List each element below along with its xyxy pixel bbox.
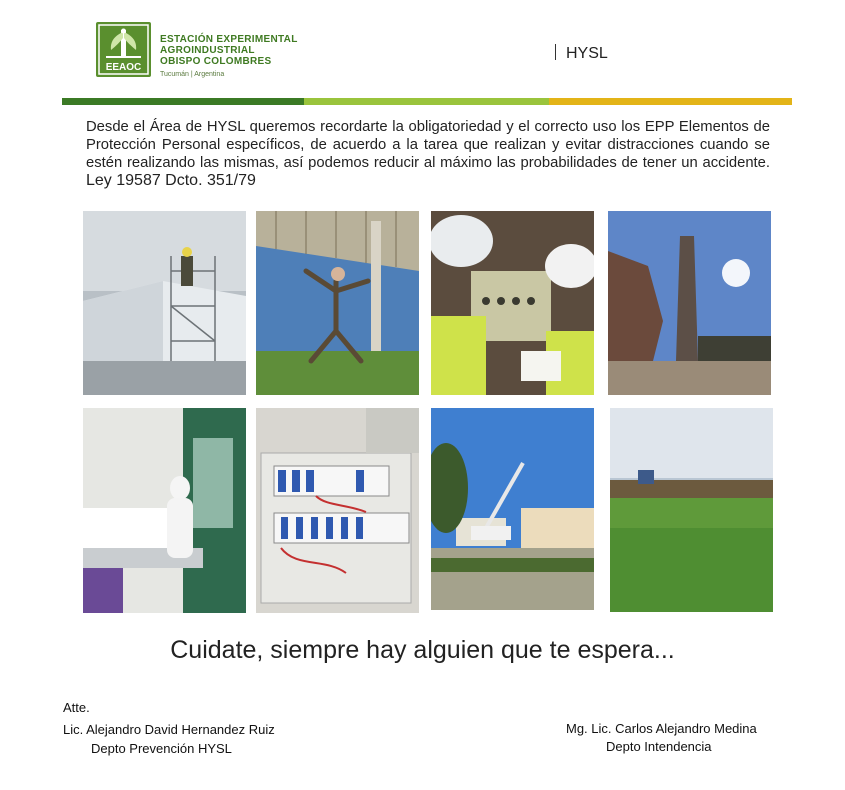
org-line-1: ESTACIÓN EXPERIMENTAL xyxy=(160,34,298,45)
photo-laboratory xyxy=(83,408,246,613)
signature-left-name: Lic. Alejandro David Hernandez Ruiz xyxy=(63,722,275,737)
safety-message-text: Desde el Área de HYSL queremos recordarte la obligatoriedad y el correcto uso los EPP Elementos de Protección Personal específicos, de acuerdo a la tarea que realizan y evitar distracciones cuando se estén realizando las mismas, así podemos reducir al máximo las probabilidades de tener un accidente. xyxy=(86,119,770,171)
logo-emblem-icon xyxy=(96,22,151,77)
law-reference: Ley 19587 Dcto. 351/79 xyxy=(86,172,256,189)
org-line-2: AGROINDUSTRIAL xyxy=(160,45,255,56)
color-bar-yellow xyxy=(549,98,792,105)
slogan: Cuidate, siempre hay alguien que te espera... xyxy=(170,636,675,664)
signature-right-name: Mg. Lic. Carlos Alejandro Medina xyxy=(566,721,757,736)
org-line-3: OBISPO COLOMBRES xyxy=(160,56,272,67)
signature-right-dept: Depto Intendencia xyxy=(606,739,712,754)
photo-crane-building xyxy=(431,408,594,610)
department-tag: HYSL xyxy=(566,45,608,62)
safety-message xyxy=(86,118,770,190)
photo-chimney-demolition xyxy=(608,211,771,395)
org-location: Tucumán | Argentina xyxy=(160,71,225,78)
signature-left-dept: Depto Prevención HYSL xyxy=(91,741,232,756)
color-bar-green-light xyxy=(304,98,549,105)
photo-electrical-panel xyxy=(256,408,419,613)
logo-lettering: EEAOC xyxy=(105,62,142,73)
photo-scaffold-greenhouse xyxy=(83,211,246,395)
photo-worker-roof xyxy=(256,211,419,395)
header-divider xyxy=(555,44,556,60)
photo-workers-equipment xyxy=(431,211,594,395)
color-bar-green-dark xyxy=(62,98,304,105)
photo-field-tractor xyxy=(610,408,773,612)
eeaoc-logo xyxy=(96,22,151,77)
organization-name xyxy=(160,34,298,80)
greeting: Atte. xyxy=(63,700,90,715)
